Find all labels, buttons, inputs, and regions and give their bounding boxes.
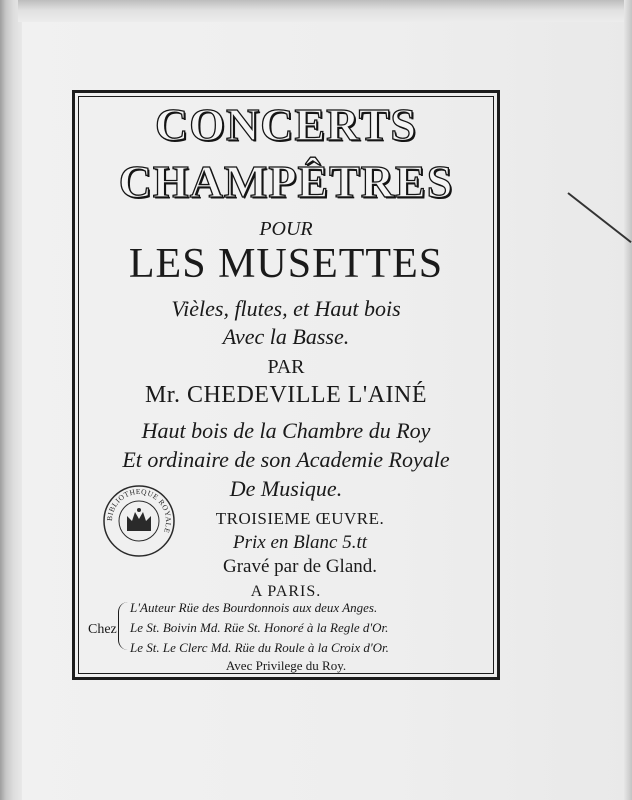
academy-line-2: De Musique. xyxy=(229,476,343,501)
chez-label: Chez xyxy=(88,622,117,637)
library-stamp xyxy=(102,484,176,558)
title-line-2: CHAMPÊTRES xyxy=(118,156,454,207)
author-position: Haut bois de la Chambre du Roy xyxy=(141,418,431,443)
binding-shadow xyxy=(0,0,22,800)
par-text: PAR xyxy=(267,356,305,378)
address-line-2: Le St. Boivin Md. Rüe St. Honoré à la Regle d'Or. xyxy=(130,620,389,635)
opus-number: TROISIEME ŒUVRE. xyxy=(215,509,385,528)
address-line-1: L'Auteur Rüe des Bourdonnois aux deux Anges. xyxy=(130,600,378,615)
pour-text: POUR xyxy=(259,218,313,240)
crown-icon xyxy=(127,508,151,531)
price-line: Prix en Blanc 5.tt xyxy=(232,532,368,553)
engraver-line: Gravé par de Gland. xyxy=(222,556,378,577)
bass-line: Avec la Basse. xyxy=(222,324,350,349)
stamp-text: BIBLIOTHEQUE ROYALE xyxy=(104,486,174,535)
academy-line-1: Et ordinaire de son Academie Royale xyxy=(122,447,450,472)
title-line-1: CONCERTS xyxy=(155,99,417,150)
address-line-3: Le St. Le Clerc Md. Rüe du Roule à la Croix d'Or. xyxy=(130,640,389,655)
address-brace xyxy=(118,602,129,650)
subject-heading: LES MUSETTES xyxy=(128,241,444,287)
city-line: A PARIS. xyxy=(250,583,322,600)
privilege-line: Avec Privilege du Roy. xyxy=(225,658,347,673)
top-edge-shadow xyxy=(18,0,632,22)
right-edge-shadow xyxy=(624,0,632,800)
author-name: Mr. CHEDEVILLE L'AINÉ xyxy=(144,382,428,408)
instruments-line: Vièles, flutes, et Haut bois xyxy=(171,296,401,321)
